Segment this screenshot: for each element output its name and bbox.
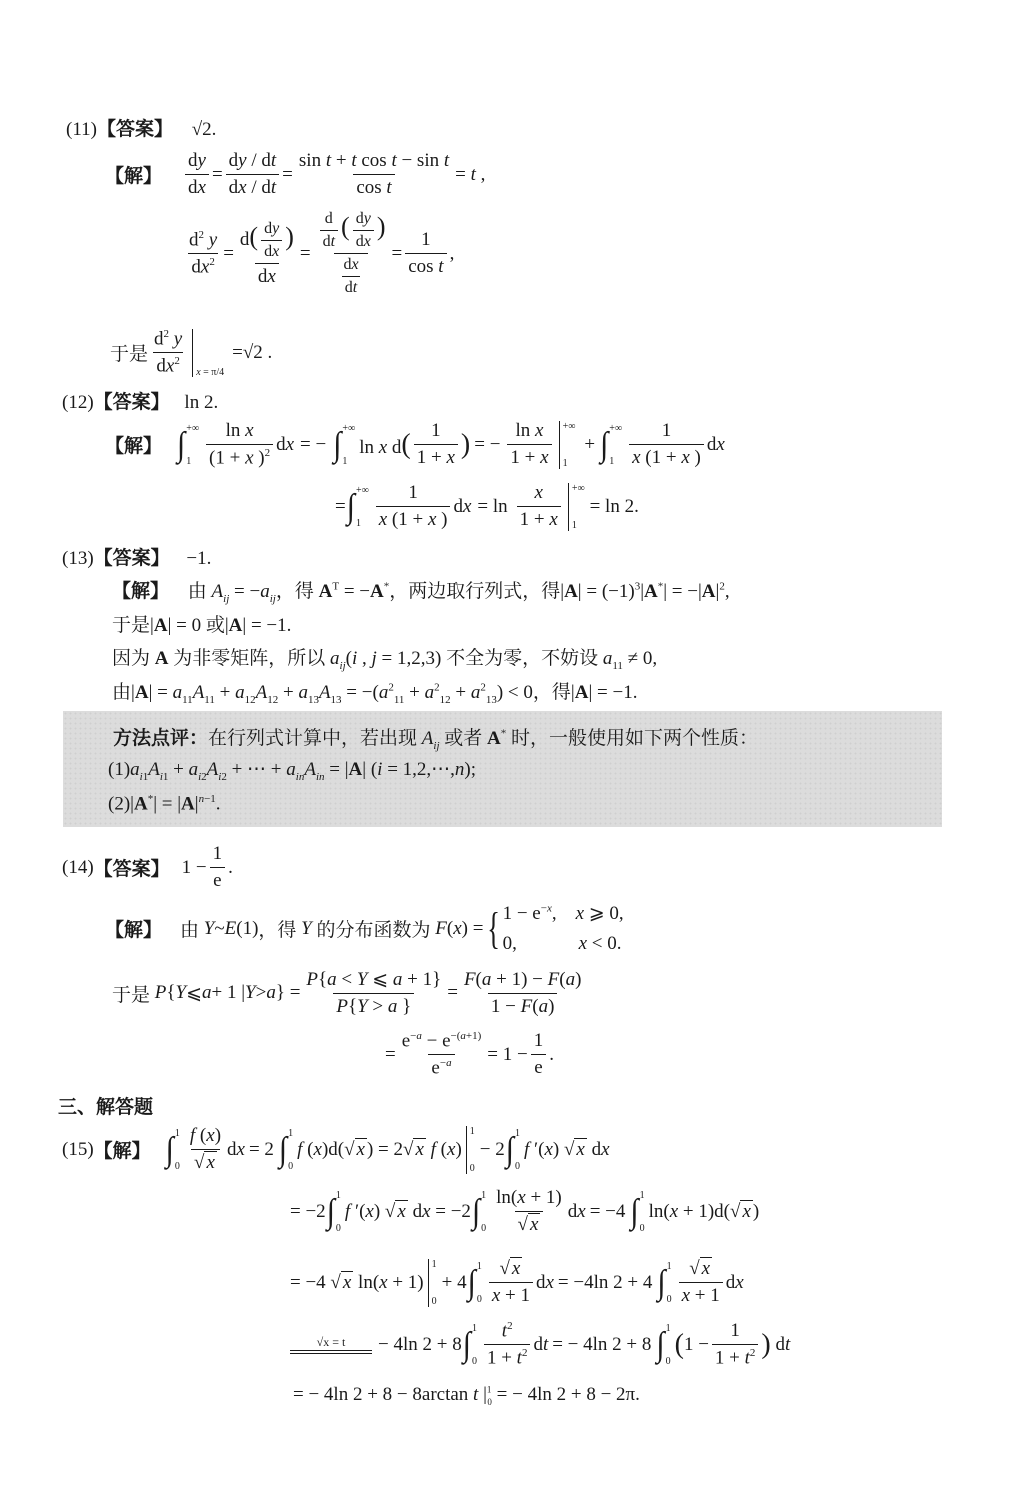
answer-label: 【答案】 <box>93 858 170 880</box>
method-note-item-1: $(1)a_{i1}A_{i1} + a_{i2}A_{i2}$ + ⋯ + $a_{in}A_{in} = |A|$ (i = 1,2,⋯,n); <box>108 759 477 783</box>
problem-12-step-1: 【解】 ∫ +∞ 1 $\frac{\text{ln x}}{(1 + x )^2}$ d x = − ∫ +∞ 1 ln x d( $\frac{1}{1 + x}$ ) = − $\frac{\text{ln x}}{1 + x}$ +∞ 1 + ∫ +∞ 1 $\frac{1}{x (1 + x )}$ d x <box>105 420 725 469</box>
problem-14-step-1: 【解】 由 Y ~ E (1) ，得 Y 的分布函数为 F ( x ) = { $1 - e^{-x}$, x ⩾ 0, 0, x < 0. <box>105 902 624 954</box>
problem-15-step-5: = − 4ln 2 + 8 − 8arctan t $|^1_0$ = − 4ln 2 + 8 − 2π. <box>293 1384 640 1407</box>
math-fraction: $\frac{dy}{dx}$ <box>185 150 209 199</box>
answer-value: −1. <box>186 548 212 569</box>
problem-11-answer-line <box>66 114 216 141</box>
problem-14-step-2: 于是 P { Y ⩽ a + 1 | Y > a } = $\frac{P\{a < Y ⩽ a + 1\}}{P\{Y > a \}}$ = $\frac{F(a + 1) - F(a)}{1 - F(a)}$ <box>112 968 582 1017</box>
answer-label: 【答案】 <box>96 118 173 140</box>
problem-14-answer-line: (14) 【答案】 1 − $\frac{1}{e}$ . <box>62 843 233 891</box>
problem-15-step-3: = −4 √ x ln(x + 1) 1 0 + 4 ∫ 1 0 $\frac{√ x}{x + 1}$ d x = −4ln 2 + 4 ∫ 1 0 $\frac{√ x}{x + 1}$ d x <box>290 1258 744 1307</box>
problem-15-step-2: = −2 ∫ 1 0 f ′(x) √ x dx = −2 ∫ 1 0 $\frac{\ln(x + 1)}{√ x}$ d x = −4 ∫ 1 0 ln(x + 1)d(√ x ) <box>290 1187 760 1235</box>
problem-13-step-1: 【解】 由 $A_{ij} = -a_{ij}$，得 $A^T = -A^*$，两边取行列式，得$|A| = (-1)^3|A^*| = -|A|^2$, <box>112 580 730 605</box>
problem-13-step-2: 于是|A| = 0 或|A| = −1. <box>112 614 292 636</box>
answer-label: 【答案】 <box>93 391 170 413</box>
answer-value: √2. <box>191 119 217 140</box>
answer-value: ln 2. <box>184 392 219 413</box>
problem-11-step-1: 【解】 $\frac{dy}{dx}$ = $\frac{dy / dt}{dx / dt}$ = $\frac{\text{sin t + t cos t − sin t}}{\text{cos t}}$ = t , <box>105 150 486 198</box>
problem-15-step-1: (15) 【解】 ∫ 1 0 $\frac{f (x)}{√ x}$ d x = 2 ∫ 1 0 f (x)d(√ x ) = 2√ x f (x) 1 0 − 2 ∫ 1 0 f ′(x) √ x dx <box>62 1125 610 1174</box>
problem-12-step-2: = ∫ +∞ 1 $\frac{1}{x (1 + x )}$ d x = ln $\frac{x}{1 + x}$ +∞ 1 = ln 2. <box>335 482 639 531</box>
substitution-marker: √x = t <box>290 1335 372 1354</box>
problem-11-conclusion: 于是 $\frac{d^2 y}{dx^2}$ x = π/4 =√2 . <box>110 328 273 378</box>
problem-12-answer-line: (12)【答案】 ln 2. <box>62 391 219 413</box>
problem-11-step-2: $\frac{d^2 y}{dx^2}$ = d( $\frac{dy}{dx}$ ) dx = $\frac{d}{dt}$ ( $\frac{dy}{dx}$ ) $\frac{dx}{dt}$ = $\frac{1}{\text{cos t}}$ , <box>189 210 455 296</box>
problem-14-step-3: = $\frac{e^{-a} - e^{-(a+1)}}{e^{-a}}$ = 1 − $\frac{1}{e}$ . <box>385 1030 554 1079</box>
method-note-heading: 方法点评：在行列式计算中，若出现 $A_{ij}$ 或者 A* 时，一般使用如下两个性质： <box>113 727 759 752</box>
math-fraction: $\frac{\text{sin t + t cos t − sin t}}{\text{cos t}}$ <box>298 150 450 198</box>
problem-number: (11) <box>66 119 97 140</box>
answer-label: 【答案】 <box>93 547 170 569</box>
problem-15-step-4: √x = t − 4ln 2 + 8 ∫ 1 0 $\frac{t^2}{1 + t^2}$ d t = − 4ln 2 + 8 ∫ 1 0 ( 1 − $\frac{1}{1 + t^2}$ ) dt <box>290 1320 790 1370</box>
method-note-item-2: $(2)|A^*| = |A|^{n-1}$. <box>108 793 221 815</box>
solution-label: 【解】 <box>105 165 163 187</box>
section-heading: 三、解答题 <box>58 1096 154 1118</box>
problem-13-step-3: 因为 A 为非零矩阵，所以 $a_{ij}(i$ , j = 1,2,3) 不全为零，不妨设 $a_{11} \ne 0$, <box>112 647 658 672</box>
math-fraction: $\frac{dy / dt}{dx / dt}$ <box>226 150 280 199</box>
problem-13-answer-line: (13)【答案】 −1. <box>62 547 212 569</box>
problem-13-step-4: 由$|A| = a_{11}A_{11} + a_{12}A_{12} + a_{13}A_{13} = -(a^2_{11} + a^2_{12} + a^2_{13}) < 0$，得|A| = −1. <box>112 681 638 706</box>
